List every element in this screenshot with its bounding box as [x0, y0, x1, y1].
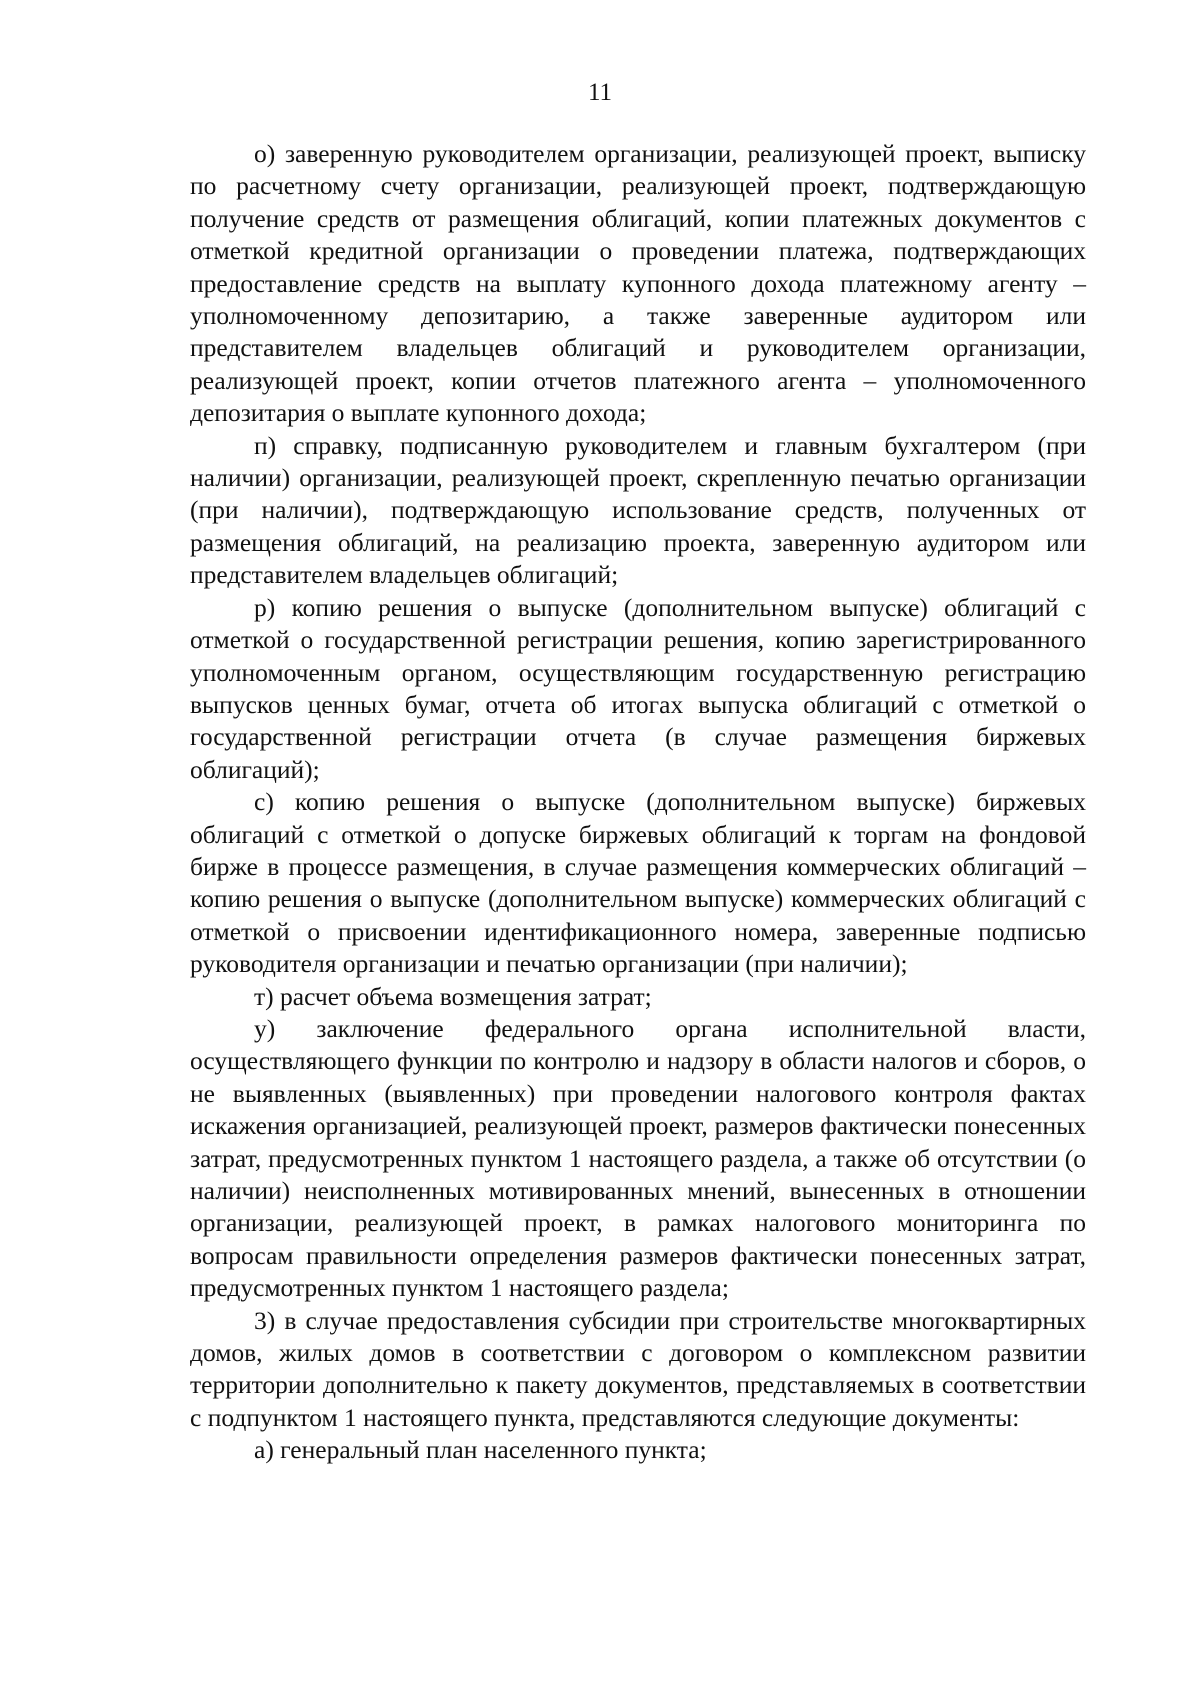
paragraph-item-3: 3) в случае предоставления субсидии при строительстве многоквартирных домов, жилых домов в соответствии с договором о комплексном развитии территории дополнительно к пакету документов, представляемых в соответствии с подпунктом 1 настоящего пункта, представляются следующие документы: — [190, 1305, 1086, 1432]
paragraph-s: с) копию решения о выпуске (дополнительном выпуске) биржевых облигаций с отметкой о допуске биржевых облигаций к торгам на фондовой бирже в процессе размещения, в случае размещения коммерческих облигаций – копию решения о выпуске (дополнительном выпуске) коммерческих облигаций с отметкой о присвоении идентификационного номера, заверенные подписью руководителя организации и печатью организации (при наличии); — [190, 787, 1086, 979]
page-number: 11 — [587, 79, 613, 106]
paragraph-u: у) заключение федерального органа исполнительной власти, осуществляющего функции по контролю и надзору в области налогов и сборов, о не выявленных (выявленных) при проведении налогового контроля фактах искажения организацией, реализующей проект, размеров фактически понесенных затрат, предусмотренных пунктом 1 настоящего раздела, а также об отсутствии (о наличии) неисполненных мотивированных мнений, вынесенных в отношении организации, реализующей проект, в рамках налогового мониторинга по вопросам правильности определения размеров фактически понесенных затрат, предусмотренных пунктом 1 настоящего раздела; — [190, 1013, 1086, 1303]
paragraph-r: р) копию решения о выпуске (дополнительном выпуске) облигаций с отметкой о государственной регистрации решения, копию зарегистрированного уполномоченным органом, осуществляющим государственную регистрацию выпусков ценных бумаг, отчета об итогах выпуска облигаций с отметкой о государственной регистрации отчета (в случае размещения биржевых облигаций); — [190, 592, 1086, 784]
document-body — [190, 138, 1086, 1467]
paragraph-t: т) расчет объема возмещения затрат; — [254, 981, 652, 1011]
paragraph-o: о) заверенную руководителем организации, реализующей проект, выписку по расчетному счету организации, реализующей проект, подтверждающую получение средств от размещения облигаций, копии платежных документов с отметкой кредитной организации о проведении платежа, подтверждающих предоставление средств на выплату купонного дохода платежному агенту – уполномоченному депозитарию, а также заверенные аудитором или представителем владельцев облигаций и руководителем организации, реализующей проект, копии отчетов платежного агента – уполномоченного депозитария о выплате купонного дохода; — [190, 139, 1086, 428]
paragraph-p: п) справку, подписанную руководителем и главным бухгалтером (при наличии) организации, реализующей проект, скрепленную печатью организации (при наличии), подтверждающую использование средств, полученных от размещения облигаций, на реализацию проекта, заверенную аудитором или представителем владельцев облигаций; — [190, 430, 1086, 590]
paragraph-a: а) генеральный план населенного пункта; — [254, 1435, 707, 1465]
